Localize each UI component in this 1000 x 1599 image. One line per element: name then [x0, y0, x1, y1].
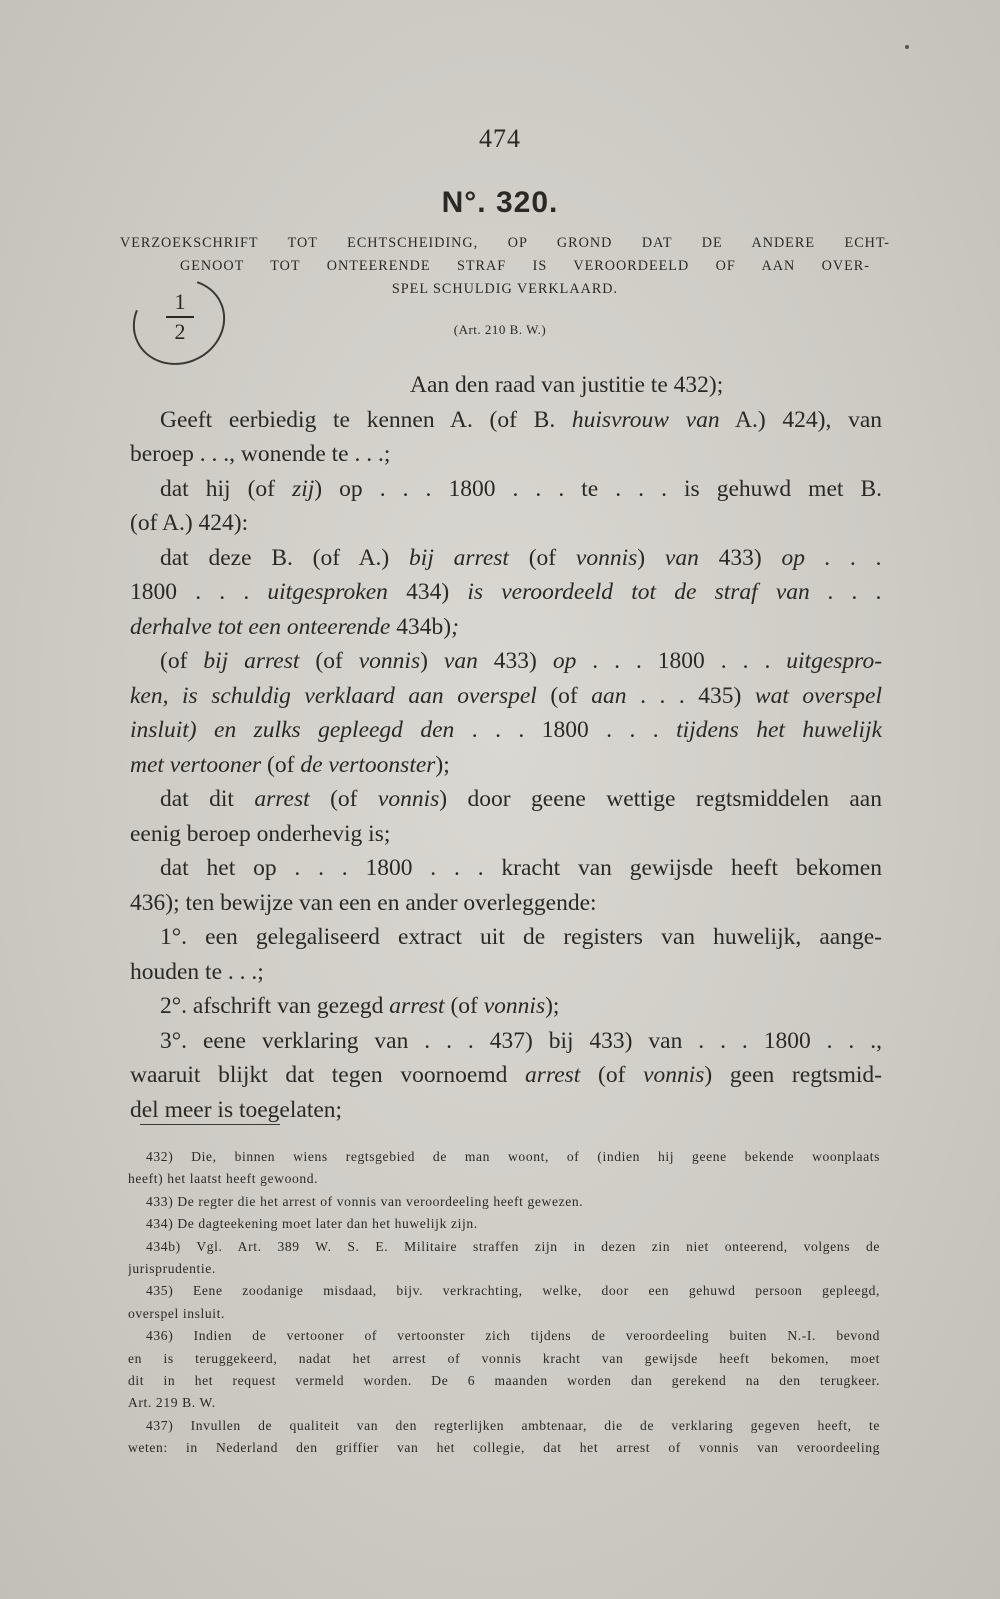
body-line: del meer is toegelaten;: [130, 1096, 343, 1123]
heading-line-2: GENOOT TOT ONTEERENDE STRAF IS VEROORDEELD OF AAN OVER-: [180, 258, 870, 274]
body-line: houden te . . .;: [130, 958, 264, 985]
body-line: 3°. eene verklaring van . . . 437) bij 433) van . . . 1800 . . .,: [160, 1027, 882, 1054]
body-line: met vertooner (of de vertoonster);: [130, 751, 450, 778]
document-number: N°. 320.: [441, 186, 559, 219]
body-line: insluit) en zulks gepleegd den . . . 1800 . . . tijdens het huwelijk: [130, 717, 882, 743]
footnote-line: 436) Indien de vertooner of vertoonster zich tijdens de veroordeeling buiten N.-I. bevond: [146, 1328, 880, 1344]
footnote-line: 433) De regter die het arrest of vonnis van veroordeeling heeft gewezen.: [146, 1193, 584, 1209]
body-line: 436); ten bewijze van een en ander overleggende:: [130, 889, 597, 916]
footnotes: [128, 1146, 880, 1459]
body-line: Geeft eerbiedig te kennen A. (of B. huisvrouw van A.) 424), van: [160, 406, 882, 433]
body-line: 1800 . . . uitgesproken 434) is veroordeeld tot de straf van . . .: [130, 579, 882, 605]
body-line: 1°. een gelegaliseerd extract uit de registers van huwelijk, aange-: [160, 924, 882, 950]
heading-line-3: SPEL SCHULDIG VERKLAARD.: [391, 281, 619, 297]
body-line: derhalve tot een onteerende 434b);: [130, 613, 459, 640]
page-number: 474: [479, 124, 521, 153]
footnote-line: 432) Die, binnen wiens regtsgebied de man woont, of (indien hij geene bekende woonplaats: [146, 1149, 880, 1164]
footnote-line: 434) De dagteekening moet later dan het huwelijk zijn.: [146, 1216, 478, 1232]
stamp-numerator: 1: [174, 289, 186, 314]
body-line: (of bij arrest (of vonnis) van 433) op . . . 1800 . . . uitgespro-: [160, 648, 882, 674]
heading-line-1: VERZOEKSCHRIFT TOT ECHTSCHEIDING, OP GROND DAT DE ANDERE ECHT-: [120, 235, 890, 251]
body-line: eenig beroep onderhevig is;: [130, 820, 391, 847]
body-line: beroep . . ., wonende te . . .;: [130, 441, 391, 467]
footnote-line: heeft) het laatst heeft gewoond.: [128, 1171, 319, 1187]
footnote-line: 435) Eene zoodanige misdaad, bijv. verkrachting, welke, door een gehuwd persoon gepleegd,: [146, 1283, 880, 1299]
body-line: (of A.) 424):: [130, 510, 249, 536]
body-line: dat hij (of zij) op . . . 1800 . . . te . . . is gehuwd met B.: [160, 475, 882, 502]
body-line: ken, is schuldig verklaard aan overspel (of aan . . . 435) wat overspel: [130, 682, 882, 709]
body-line: dat deze B. (of A.) bij arrest (of vonnis) van 433) op . . .: [160, 544, 882, 571]
footnote-line: jurisprudentie.: [128, 1260, 216, 1276]
document-heading: [120, 232, 890, 301]
body-line: waaruit blijkt dat tegen voornoemd arrest (of vonnis) geen regtsmid-: [130, 1062, 882, 1088]
footnote-line: 434b) Vgl. Art. 389 W. S. E. Militaire straffen zijn in dezen zin niet onteerend, volgens de: [146, 1238, 880, 1254]
footnote-line: en is teruggekeerd, nadat het arrest of vonnis kracht van gewijsde heeft bekomen, moet: [128, 1350, 880, 1366]
body-line: 2°. afschrift van gezegd arrest (of vonnis);: [160, 993, 560, 1019]
footnote-line: weten: in Nederland den griffier van het collegie, dat het arrest of vonnis van veroordeeling: [128, 1440, 880, 1456]
body-line: dat het op . . . 1800 . . . kracht van gewijsde heeft bekomen: [160, 855, 882, 881]
footnote-line: 437) Invullen de qualiteit van den regterlijken ambtenaar, die de verklaring gegeven heeft, te: [146, 1417, 880, 1433]
footnote-line: Art. 219 B. W.: [128, 1395, 216, 1411]
fraction-bar: [166, 316, 194, 318]
scan-speck: [905, 45, 909, 49]
footnote-line: dit in het request vermeld worden. De 6 maanden worden dan gerekend na den terugkeer.: [128, 1372, 880, 1388]
body-text: [130, 368, 882, 1127]
footnote-separator: [140, 1124, 280, 1125]
body-line: dat dit arrest (of vonnis) door geene wettige regtsmiddelen aan: [160, 786, 882, 812]
article-reference: (Art. 210 B. W.): [453, 322, 547, 337]
body-line: Aan den raad van justitie te 432);: [410, 372, 724, 398]
footnote-line: overspel insluit.: [128, 1305, 226, 1321]
stamp-denominator: 2: [174, 319, 186, 344]
